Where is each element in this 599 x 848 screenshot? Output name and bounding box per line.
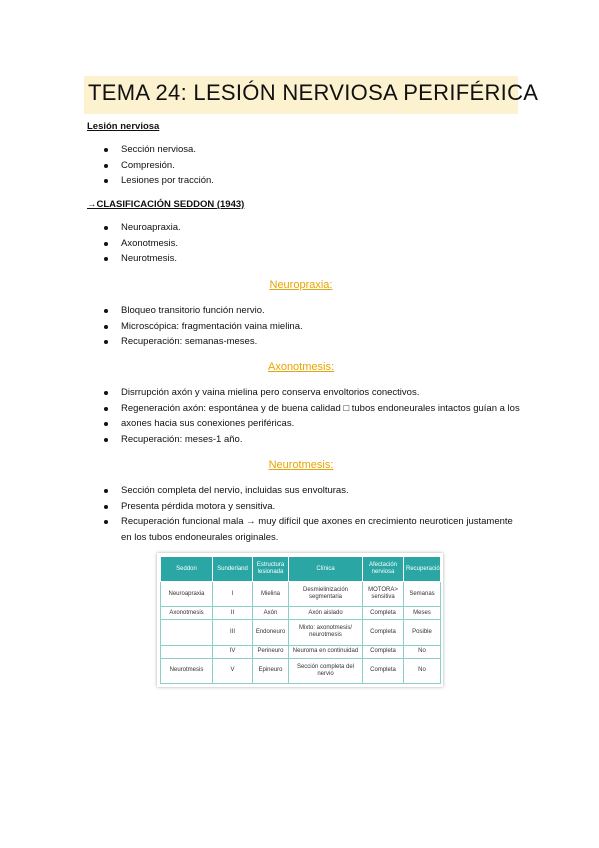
- table-cell: Axonotmesis: [161, 607, 213, 620]
- table-cell: Neuroma en continuidad: [289, 645, 363, 658]
- list-item: Microscópica: fragmentación vaina mielina.: [100, 319, 303, 335]
- header-afectacion: Afectación nerviosa: [363, 557, 404, 582]
- table-cell: Mixto: axonotmesis/ neurotmesis: [289, 620, 363, 645]
- list-item: Sección completa del nervio, incluidas sus envolturas.: [100, 483, 513, 499]
- header-recuperacion: Recuperación: [404, 557, 441, 582]
- table-cell: Completa: [363, 620, 404, 645]
- table-cell: Axón aislado: [289, 607, 363, 620]
- neuropraxia-heading: Neuropraxia:: [269, 279, 333, 291]
- header-estructura: Estructura lesionada: [253, 557, 289, 582]
- list-item: Recuperación: semanas-meses.: [100, 334, 303, 350]
- table-header-row: [161, 557, 441, 582]
- table-row: [161, 620, 441, 645]
- table-cell: Meses: [404, 607, 441, 620]
- list-item: Neurotmesis.: [100, 251, 181, 267]
- table-cell: Mielina: [253, 582, 289, 607]
- list-item: Compresión.: [100, 158, 214, 174]
- bullet-icon: [104, 489, 108, 493]
- header-clinica: Clínica: [289, 557, 363, 582]
- seddon-sunderland-table: [160, 556, 444, 684]
- bullet-icon: [104, 407, 108, 411]
- bullet-icon: [104, 438, 108, 442]
- table-cell: III: [213, 620, 253, 645]
- table-row: [161, 658, 441, 683]
- table-cell: Completa: [363, 607, 404, 620]
- table-cell: [161, 620, 213, 645]
- list-item-continuation: en los tubos endoneurales originales.: [121, 531, 279, 543]
- table-cell: MOTORA> sensitiva: [363, 582, 404, 607]
- table-cell: Sección completa del nervio: [289, 658, 363, 683]
- table-cell: Endoneuro: [253, 620, 289, 645]
- list-item: Axonotmesis.: [100, 236, 181, 252]
- page-title: TEMA 24: LESIÓN NERVIOSA PERIFÉRICA: [88, 80, 539, 105]
- table-cell: V: [213, 658, 253, 683]
- classification-table-image: [157, 553, 443, 687]
- bullet-icon: [104, 391, 108, 395]
- bullet-icon: [104, 520, 108, 524]
- bullet-icon: [104, 422, 108, 426]
- table-cell: Completa: [363, 645, 404, 658]
- list-item: Sección nerviosa.: [100, 142, 214, 158]
- lesion-heading: Lesión nerviosa: [87, 121, 160, 132]
- table-cell: Desmielinización segmentaria: [289, 582, 363, 607]
- neurotmesis-list: [100, 483, 513, 545]
- table-cell: I: [213, 582, 253, 607]
- lesion-list: [100, 142, 214, 189]
- table-cell: Axón: [253, 607, 289, 620]
- list-item: Neuroapraxia.: [100, 220, 181, 236]
- bullet-icon: [104, 325, 108, 329]
- table-cell: Neurotmesis: [161, 658, 213, 683]
- seddon-list: [100, 220, 181, 267]
- header-sunderland: Sunderland: [213, 557, 253, 582]
- table-cell: Posible: [404, 620, 441, 645]
- axonotmesis-list: [100, 385, 520, 447]
- bullet-icon: [104, 242, 108, 246]
- table-cell: Perineuro: [253, 645, 289, 658]
- neurotmesis-heading: Neurotmesis:: [268, 459, 334, 471]
- table-cell: Completa: [363, 658, 404, 683]
- bullet-icon: [104, 226, 108, 230]
- list-item: Bloqueo transitorio función nervio.: [100, 303, 303, 319]
- bullet-icon: [104, 505, 108, 509]
- list-item: Presenta pérdida motora y sensitiva.: [100, 499, 513, 515]
- table-cell: [161, 645, 213, 658]
- table-cell: Neuroapraxia: [161, 582, 213, 607]
- bullet-icon: [104, 309, 108, 313]
- list-item: Recuperación: meses-1 año.: [100, 432, 520, 448]
- table-cell: No: [404, 658, 441, 683]
- axonotmesis-heading: Axonotmesis:: [267, 361, 335, 373]
- table-cell: No: [404, 645, 441, 658]
- bullet-icon: [104, 340, 108, 344]
- table-row: [161, 645, 441, 658]
- table-row: [161, 582, 441, 607]
- list-item: Lesiones por tracción.: [100, 173, 214, 189]
- neuropraxia-list: [100, 303, 303, 350]
- seddon-heading: →CLASIFICACIÓN SEDDON (1943): [87, 199, 245, 210]
- list-item: Recuperación funcional mala → muy difícil que axones en crecimiento neuroticen justamente: [100, 514, 513, 530]
- header-seddon: Seddon: [161, 557, 213, 582]
- table-cell: Epineuro: [253, 658, 289, 683]
- table-cell: II: [213, 607, 253, 620]
- table-cell: Semanas: [404, 582, 441, 607]
- table-cell: IV: [213, 645, 253, 658]
- bullet-icon: [104, 148, 108, 152]
- list-item: Regeneración axón: espontánea y de buena calidad □ tubos endoneurales intactos guían a los: [100, 401, 520, 417]
- table-row: [161, 607, 441, 620]
- bullet-icon: [104, 179, 108, 183]
- bullet-icon: [104, 257, 108, 261]
- bullet-icon: [104, 164, 108, 168]
- list-item: axones hacia sus conexiones periféricas.: [100, 416, 520, 432]
- list-item: Disrrupción axón y vaina mielina pero conserva envoltorios conectivos.: [100, 385, 520, 401]
